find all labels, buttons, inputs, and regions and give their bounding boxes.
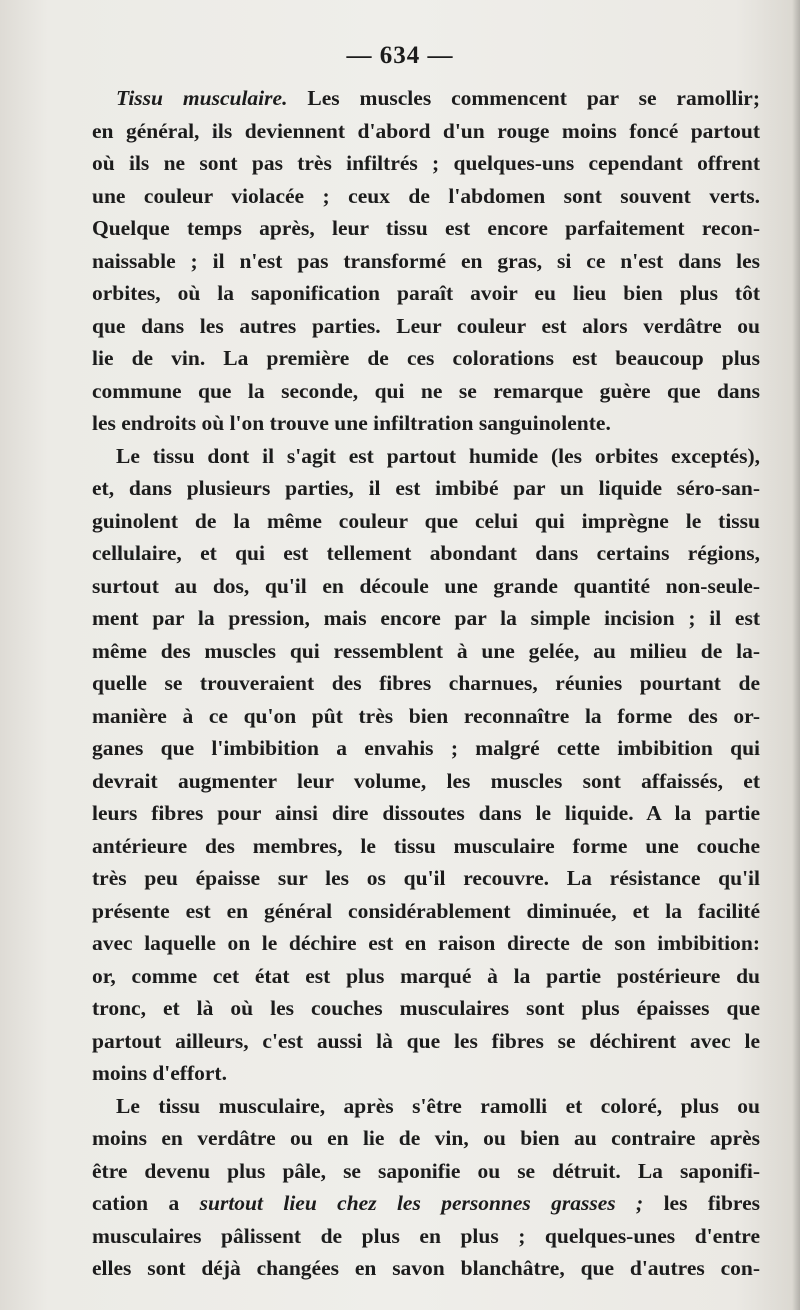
line-text: or, comme cet état est plus marqué à la partie postérieure du <box>92 963 760 988</box>
line-text: quelle se trouveraient des fibres charnues, réunies pourtant de <box>92 671 760 695</box>
italic-text: Tissu musculaire. <box>116 86 288 110</box>
text-line <box>92 635 760 668</box>
text-line <box>92 1252 760 1285</box>
line-text: avec laquelle on le déchire est en raison directe de son imbibition: <box>92 931 760 955</box>
line-text: ment par la pression, mais encore par la simple incision ; il est <box>92 606 760 630</box>
line-text: être devenu plus pâle, se saponifie ou se détruit. La saponifi- <box>92 1158 760 1183</box>
text-line <box>92 277 760 310</box>
line-text: surtout au dos, qu'il en découle une grande quantité non-seule- <box>92 573 760 598</box>
text-line <box>92 667 760 700</box>
line-text: musculaires pâlissent de plus en plus ; quelques-unes d'entre <box>92 1223 760 1248</box>
body-text <box>92 82 760 1285</box>
text-line <box>92 115 760 148</box>
line-text: cation a <box>92 1191 200 1215</box>
text-line <box>92 602 760 635</box>
line-text: leurs fibres pour ainsi dire dissoutes dans le liquide. A la partie <box>92 801 760 825</box>
line-text: ganes que l'imbibition a envahis ; malgré cette imbibition qui <box>92 736 760 760</box>
line-text: en général, ils deviennent d'abord d'un rouge moins foncé partout <box>92 118 760 143</box>
text-line <box>92 570 760 603</box>
line-text: elles sont déjà changées en savon blanchâtre, que d'autres con- <box>92 1256 760 1280</box>
text-line <box>92 765 760 798</box>
page-edge-shadow <box>792 0 800 1310</box>
line-text: guinolent de la même couleur que celui qui imprègne le tissu <box>92 508 760 533</box>
line-text: tronc, et là où les couches musculaires sont plus épaisses que <box>92 996 760 1020</box>
line-text: les endroits où l'on trouve une infiltration sanguinolente. <box>92 411 611 435</box>
line-text: lie de vin. La première de ces colorations est beaucoup plus <box>92 346 760 370</box>
text-line <box>92 960 760 993</box>
line-text: présente est en général considérablement diminuée, et la facilité <box>92 898 760 923</box>
text-line <box>92 797 760 830</box>
text-line <box>92 830 760 863</box>
text-line <box>92 342 760 375</box>
line-text: Quelque temps après, leur tissu est encore parfaitement recon- <box>92 216 760 240</box>
line-text: que dans les autres parties. Leur couleur est alors verdâtre ou <box>92 313 760 338</box>
text-line <box>92 895 760 928</box>
line-text: Le tissu dont il s'agit est partout humide (les orbites exceptés), <box>116 443 760 468</box>
line-text: et, dans plusieurs parties, il est imbibé par un liquide séro-san- <box>92 476 760 500</box>
line-text: les fibres <box>643 1191 760 1215</box>
line-text: antérieure des membres, le tissu musculaire forme une couche <box>92 833 760 858</box>
text-line <box>92 180 760 213</box>
line-text: une couleur violacée ; ceux de l'abdomen sont souvent verts. <box>92 183 760 208</box>
text-line <box>92 992 760 1025</box>
text-line <box>92 407 760 440</box>
text-line <box>92 212 760 245</box>
line-text: partout ailleurs, c'est aussi là que les fibres se déchirent avec le <box>92 1028 760 1053</box>
line-text: naissable ; il n'est pas transformé en gras, si ce n'est dans les <box>92 248 760 273</box>
line-text: Les muscles commencent par se ramollir; <box>287 86 760 110</box>
text-line <box>92 732 760 765</box>
text-line <box>92 82 760 115</box>
line-text: Le tissu musculaire, après s'être ramolli et coloré, plus ou <box>116 1093 760 1118</box>
line-text: même des muscles qui ressemblent à une gelée, au milieu de la- <box>92 638 760 663</box>
text-line <box>92 537 760 570</box>
line-text: moins d'effort. <box>92 1061 227 1085</box>
line-text: moins en verdâtre ou en lie de vin, ou bien au contraire après <box>92 1126 760 1150</box>
page-number: — 634 — <box>346 42 454 69</box>
text-line <box>92 700 760 733</box>
line-text: cellulaire, et qui est tellement abondant dans certains régions, <box>92 541 760 565</box>
text-line <box>92 1220 760 1253</box>
text-line <box>92 440 760 473</box>
text-line <box>92 310 760 343</box>
text-line <box>92 147 760 180</box>
line-text: orbites, où la saponification paraît avoir eu lieu bien plus tôt <box>92 281 760 305</box>
text-line <box>92 927 760 960</box>
text-line <box>92 862 760 895</box>
text-line <box>92 505 760 538</box>
line-text: commune que la seconde, qui ne se remarque guère que dans <box>92 378 760 403</box>
line-text: devrait augmenter leur volume, les muscles sont affaissés, et <box>92 768 760 793</box>
text-line <box>92 1057 760 1090</box>
text-line <box>92 1025 760 1058</box>
line-text: très peu épaisse sur les os qu'il recouvre. La résistance qu'il <box>92 866 760 890</box>
text-line <box>92 1187 760 1220</box>
text-line <box>92 1155 760 1188</box>
text-line <box>92 375 760 408</box>
text-line <box>92 1122 760 1155</box>
line-text: où ils ne sont pas très infiltrés ; quelques-uns cependant offrent <box>92 151 760 175</box>
text-line <box>92 472 760 505</box>
line-text: manière à ce qu'on pût très bien reconnaître la forme des or- <box>92 703 760 728</box>
text-line <box>92 245 760 278</box>
text-line <box>92 1090 760 1123</box>
italic-text: surtout lieu chez les personnes grasses ; <box>199 1191 644 1215</box>
